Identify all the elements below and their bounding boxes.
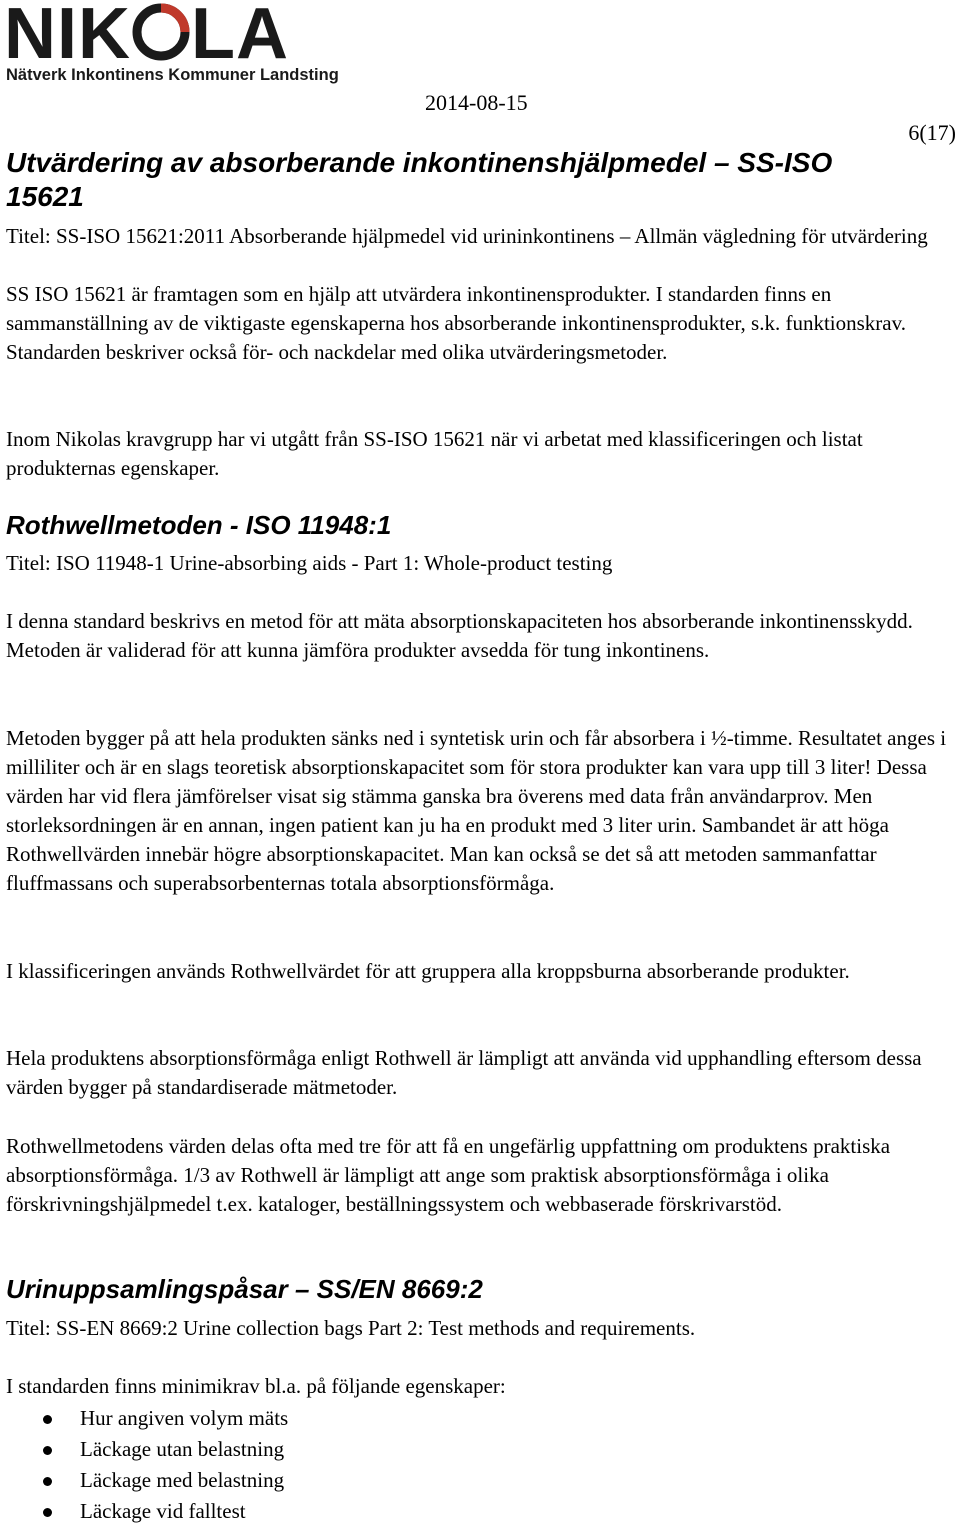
page-number: 6(17): [908, 120, 956, 145]
paragraph-rothwell-classification: I klassificeringen används Rothwellvärdet för att gruppera alla kroppsburna absorberande produkter.: [6, 959, 850, 983]
standard-title-en8669: Titel: SS-EN 8669:2 Urine collection bags Part 2: Test methods and requirements.: [6, 1316, 696, 1340]
list-item: Läckage med belastning: [40, 1465, 288, 1496]
section-heading-iso15621: Utvärdering av absorberande inkontinenshjälpmedel – SS-ISO 15621: [6, 147, 833, 212]
requirements-list: [40, 1403, 288, 1527]
nikola-logo: [4, 0, 339, 90]
standard-title-iso11948: Titel: ISO 11948-1 Urine-absorbing aids - Part 1: Whole-product testing: [6, 551, 613, 575]
list-item: Läckage vid falltest: [40, 1496, 288, 1527]
standard-title-iso15621: Titel: SS-ISO 15621:2011 Absorberande hjälpmedel vid urininkontinens – Allmän vägledning för utvärdering: [6, 224, 928, 248]
logo-wordmark: NIK LA: [4, 0, 289, 74]
paragraph-kravgrupp: Inom Nikolas kravgrupp har vi utgått från SS-ISO 15621 när vi arbetat med klassificeringen och listat produkternas egenskaper.: [6, 427, 863, 480]
section-heading-urine-bags: Urinuppsamlingspåsar – SS/EN 8669:2: [6, 1274, 483, 1304]
paragraph-rothwell-method: Metoden bygger på att hela produkten sänks ned i syntetisk urin och får absorbera i ½-timme. Resultatet anges i milliliter och är en slags teoretisk absorptionskapacitet som för stora produkter kan vara upp till 3 liter! Dessa värden har vid flera jämförelser visat sig stämma ganska bra överens med data från användarprov. Men storleksordningen är en annan, ingen patient kan ju ha en produkt med 3 liter urin. Sambandet är att höga Rothwellvärden innebär högre absorptionskapacitet. Man kan också se det så att metoden sammanfattar fluffmassans och superabsorbenternas totala absorptionsförmåga.: [6, 726, 947, 895]
paragraph-iso15621-intro: SS ISO 15621 är framtagen som en hjälp att utvärdera inkontinensprodukter. I standarden finns en sammanställning av de viktigaste egenskaperna hos absorberande inkontinensprodukter, s.k. funktionskrav. Standarden beskriver också för- och nackdelar med olika utvärderingsmetoder.: [6, 282, 906, 364]
paragraph-rothwell-standard: I denna standard beskrivs en metod för att mäta absorptionskapaciteten hos absorberande inkontinensskydd. Metoden är validerad för att kunna jämföra produkter avsedda för tung inkontinens.: [6, 609, 913, 662]
list-item: Läckage utan belastning: [40, 1434, 288, 1465]
list-item: Hur angiven volym mäts: [40, 1403, 288, 1434]
paragraph-requirements-intro: I standarden finns minimikrav bl.a. på följande egenskaper:: [6, 1374, 506, 1398]
paragraph-rothwell-practical: Rothwellmetodens värden delas ofta med tre för att få en ungefärlig uppfattning om produktens praktiska absorptionsförmåga. 1/3 av Rothwell är lämpligt att ange som praktisk absorptionsförmåga i olika förskrivningshjälpmedel t.ex. kataloger, beställningssystem och webbaserade förskrivarstöd.: [6, 1134, 891, 1216]
logo-subtitle: Nätverk Inkontinens Kommuner Landsting: [6, 66, 339, 84]
paragraph-rothwell-procurement: Hela produktens absorptionsförmåga enligt Rothwell är lämpligt att använda vid upphandling eftersom dessa värden bygger på standardiserade mätmetoder.: [6, 1046, 922, 1099]
document-date: 2014-08-15: [425, 90, 528, 115]
section-heading-rothwell: Rothwellmetoden - ISO 11948:1: [6, 510, 392, 540]
logo-o-ring-icon: [132, 3, 190, 61]
